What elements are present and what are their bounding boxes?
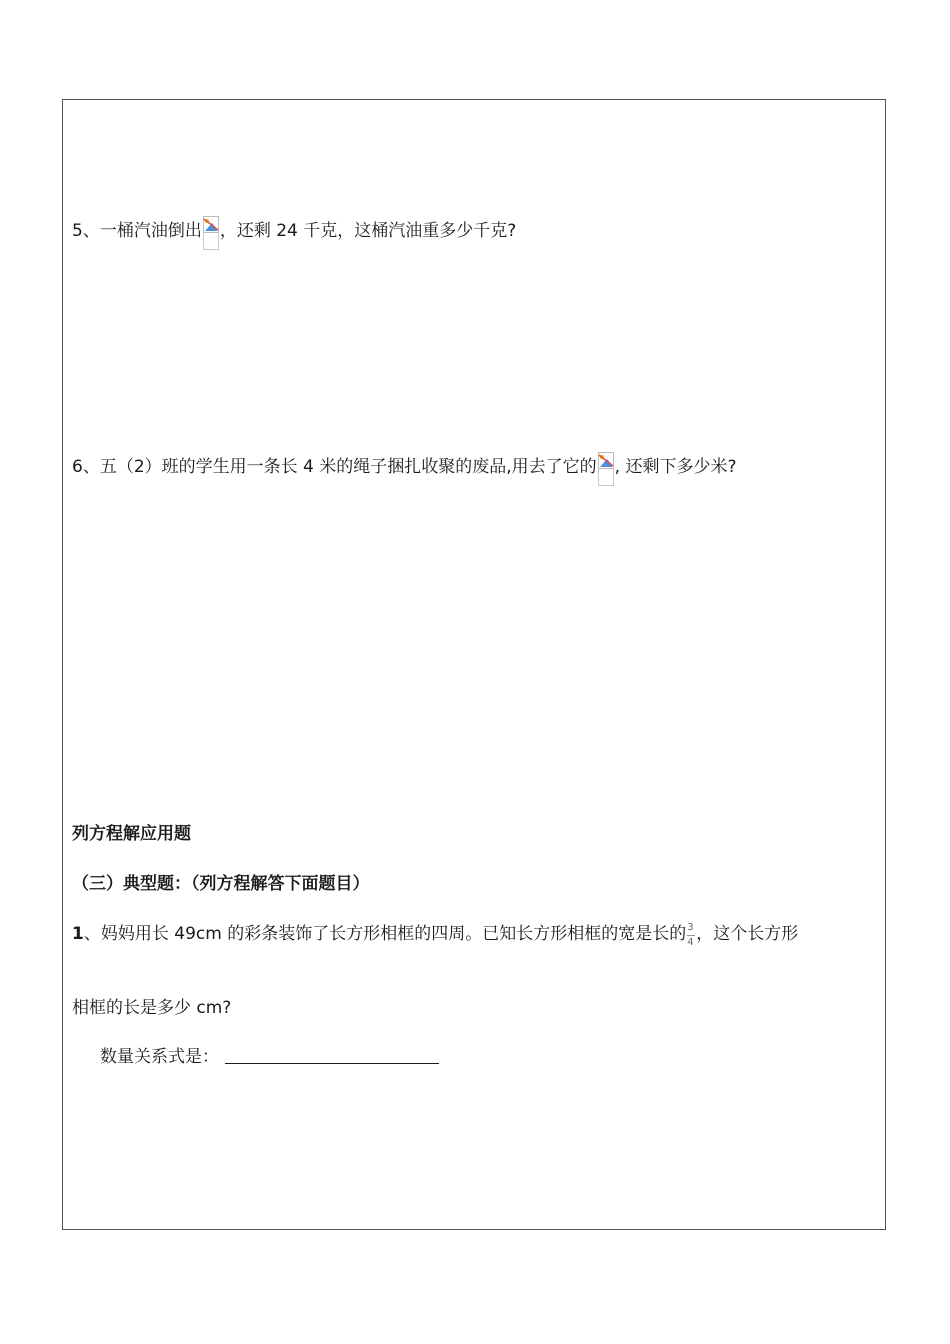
- question-5-text-after: ，还剩 24 千克，这桶汽油重多少千克?: [219, 221, 517, 241]
- problem-1-text-after: ，这个长方形: [696, 924, 799, 944]
- relation-line: [100, 1045, 439, 1069]
- question-6-text-after: , 还剩下多少米?: [614, 457, 737, 477]
- answer-blank[interactable]: [225, 1045, 439, 1064]
- problem-1-text-before: 、妈妈用长 49cm 的彩条装饰了长方形相框的四周。已知长方形相框的宽是长的: [83, 924, 687, 944]
- question-5: [72, 216, 516, 250]
- subsection-title: （三）典型题：（列方程解答下面题目）: [72, 874, 370, 894]
- section-title: 列方程解应用题: [72, 824, 191, 844]
- question-6-text-before: 6、五（2）班的学生用一条长 4 米的绳子捆扎收聚的废品,用去了它的: [72, 457, 597, 477]
- broken-image-icon: [598, 452, 614, 486]
- fraction-three-quarters: [686, 922, 696, 946]
- problem-1-line-1: [72, 922, 798, 946]
- question-6: [72, 452, 737, 486]
- fraction-denominator: 4: [687, 937, 694, 948]
- fraction-numerator: 3: [687, 922, 694, 933]
- broken-image-icon: [203, 216, 219, 250]
- relation-label: 数量关系式是：: [100, 1047, 219, 1067]
- problem-1-number: 1: [72, 924, 84, 944]
- question-5-text-before: 5、一桶汽油倒出: [72, 221, 202, 241]
- problem-1-line-2: 相框的长是多少 cm?: [72, 998, 232, 1018]
